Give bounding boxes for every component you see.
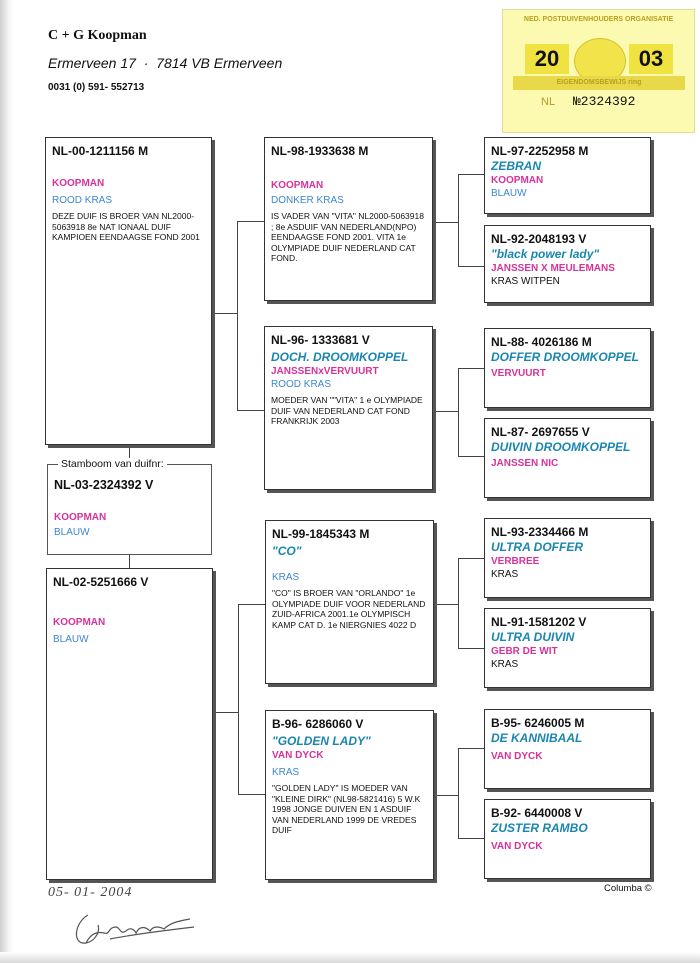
sire-sire-card[interactable]	[264, 137, 433, 301]
ddd-breeder: VAN DYCK	[491, 841, 543, 852]
address-street: Ermerveen 17	[48, 55, 136, 71]
subject-colour: BLAUW	[54, 527, 90, 538]
ssd-breeder: JANSSEN X MEULEMANS	[491, 263, 615, 274]
owner-phone: 0031 (0) 591- 552713	[48, 82, 145, 93]
dam-dam-alias: "GOLDEN LADY"	[272, 734, 371, 748]
dam-ring-number: NL-02-5251666 V	[53, 575, 149, 589]
ssd-ring-number: NL-92-2048193 V	[491, 232, 587, 246]
sss-alias: ZEBRAN	[491, 159, 541, 173]
sire-sire-colour: DONKER KRAS	[271, 195, 344, 206]
dss-ring-number: NL-93-2334466 M	[491, 525, 589, 539]
connector-line	[211, 313, 237, 314]
sds-card[interactable]	[484, 328, 651, 408]
connector-line	[458, 558, 459, 648]
sdd-alias: DUIVIN DROOMKOPPEL	[491, 440, 631, 454]
connector-line	[458, 174, 459, 266]
connector-line	[238, 604, 266, 605]
sss-ring-number: NL-97-2252958 M	[491, 144, 589, 158]
sds-ring-number: NL-88- 4026186 M	[491, 335, 592, 349]
dds-ring-number: B-95- 6246005 M	[491, 716, 585, 730]
connector-line	[238, 604, 239, 794]
dam-dam-note: "GOLDEN LADY" IS MOEDER VAN "KLEINE DIRK" (NL98-5821416) 5 W.K 1998 JONGE DUIVEN EN 1 ASDUIF VAN NEDERLAND 1999 DE VREDES DUIF	[272, 783, 421, 835]
dds-card[interactable]	[484, 709, 651, 789]
sire-note: DEZE DUIF IS BROER VAN NL2000-5063918 8e NAT IONAAL DUIF KAMPIOEN EENDAAGSE FOND 2001	[52, 211, 200, 242]
page-edge-shadow	[0, 0, 14, 963]
signature-icon	[70, 905, 200, 951]
connector-line	[458, 558, 484, 559]
sdd-breeder: JANSSEN NIC	[491, 458, 559, 469]
address-separator: ·	[143, 55, 149, 71]
connector-line	[432, 222, 458, 223]
connector-line	[458, 648, 484, 649]
ssd-card[interactable]	[484, 225, 651, 303]
dsd-alias: ULTRA DUIVIN	[491, 630, 575, 644]
connector-line	[129, 555, 130, 568]
ddd-ring-number: B-92- 6440008 V	[491, 806, 583, 820]
dds-alias: DE KANNIBAAL	[491, 731, 583, 745]
sdd-ring-number: NL-87- 2697655 V	[491, 425, 590, 439]
sire-dam-note: MOEDER VAN ""VITA" 1 e OLYMPIADE DUIF VAN NEDERLAND CAT FOND FRANKRIJK 2003	[271, 395, 423, 426]
connector-line	[212, 712, 238, 713]
connector-line	[458, 748, 459, 838]
sdd-card[interactable]	[484, 418, 651, 498]
sss-colour: BLAUW	[491, 188, 527, 199]
sire-colour: ROOD KRAS	[52, 195, 113, 206]
dam-dam-breeder: VAN DYCK	[272, 750, 324, 761]
ssd-alias: "black power lady"	[491, 247, 600, 261]
dam-dam-card[interactable]	[265, 710, 434, 880]
sire-dam-ring-number: NL-96- 1333681 V	[271, 333, 370, 347]
sire-sire-ring-number: NL-98-1933638 M	[271, 144, 369, 158]
dam-sire-card[interactable]	[265, 520, 434, 684]
connector-line	[238, 794, 266, 795]
sds-breeder: VERVUURT	[491, 368, 546, 379]
copyright: Columba ©	[604, 883, 652, 894]
sds-alias: DOFFER DROOMKOPPEL	[491, 350, 640, 364]
owner-address	[48, 55, 282, 71]
dam-sire-colour: KRAS	[272, 572, 300, 583]
page-bottom-shadow	[0, 952, 700, 963]
connector-line	[237, 221, 238, 411]
connector-line	[458, 368, 484, 369]
sticker-org: NED. POSTDUIVENHOUDERS ORGANISATIE	[523, 16, 674, 23]
dss-card[interactable]	[484, 518, 651, 598]
subject-card[interactable]	[54, 478, 153, 539]
dss-colour: KRAS	[491, 569, 519, 580]
connector-line	[237, 221, 265, 222]
handwritten-date: 05- 01- 2004	[48, 885, 133, 900]
dam-sire-note: "CO" IS BROER VAN "ORLANDO" 1e OLYMPIADE DUIF VOOR NEDERLAND ZUID-AFRICA 2001.1e OLYMPISCH KAMP CAT D. 1e NIERGNIES 4022 D	[272, 588, 426, 630]
sss-card[interactable]	[484, 137, 651, 214]
sticker-band-text: EIGENDOMSBEWIJS ring	[513, 76, 685, 90]
connector-line	[458, 838, 484, 839]
sire-sire-note: IS VADER VAN "VITA" NL2000-5063918 ; 8e ASDUIF VAN NEDERLAND(NPO) EENDAAGSE FOND 2001. VITA 1e OLYMPIADE DUIF NEDERLAND CAT FOND.	[271, 211, 424, 263]
connector-line	[433, 604, 458, 605]
dam-dam-colour: KRAS	[272, 767, 300, 778]
connector-line	[433, 795, 458, 796]
sticker-ring-number: №2324392	[573, 94, 636, 109]
dss-breeder: VERBREE	[491, 556, 540, 567]
dam-dam-ring-number: B-96- 6286060 V	[272, 717, 364, 731]
dds-breeder: VAN DYCK	[491, 751, 543, 762]
owner-name: C + G Koopman	[48, 28, 147, 43]
ssd-colour: KRAS WITPEN	[491, 276, 560, 287]
sire-ring-number: NL-00-1211156 M	[52, 144, 149, 158]
sticker-country: NL	[541, 96, 556, 108]
dsd-colour: KRAS	[491, 659, 519, 670]
sire-breeder: KOOPMAN	[52, 178, 105, 189]
connector-line	[458, 748, 484, 749]
ddd-alias: ZUSTER RAMBO	[491, 821, 588, 835]
connector-line	[432, 411, 458, 412]
address-city: 7814 VB Ermerveen	[156, 55, 283, 71]
dss-alias: ULTRA DOFFER	[491, 540, 583, 554]
dam-sire-ring-number: NL-99-1845343 M	[272, 527, 370, 541]
sire-dam-alias: DOCH. DROOMKOPPEL	[271, 350, 409, 364]
ownership-certificate-sticker	[502, 9, 695, 133]
sticker-year-right: 03	[629, 44, 673, 74]
sire-dam-breeder: JANSSENxVERVUURT	[271, 366, 379, 377]
connector-line	[458, 456, 484, 457]
sire-sire-breeder: KOOPMAN	[271, 180, 324, 191]
dsd-breeder: GEBR DE WIT	[491, 646, 558, 657]
sss-breeder: KOOPMAN	[491, 175, 544, 186]
sire-dam-card[interactable]	[264, 326, 433, 490]
dam-breeder: KOOPMAN	[53, 617, 106, 628]
subject-breeder: KOOPMAN	[54, 512, 107, 523]
dsd-ring-number: NL-91-1581202 V	[491, 615, 587, 629]
connector-line	[458, 174, 484, 175]
connector-line	[237, 410, 265, 411]
dam-colour: BLAUW	[53, 634, 89, 645]
sire-dam-colour: ROOD KRAS	[271, 379, 332, 390]
ddd-card[interactable]	[484, 799, 651, 879]
connector-line	[458, 266, 484, 267]
sire-card[interactable]	[45, 137, 212, 445]
subject-ring-number: NL-03-2324392 V	[54, 478, 154, 492]
dam-card[interactable]	[46, 568, 213, 880]
subject-legend: Stamboom van duifnr:	[58, 458, 167, 470]
sticker-year-left: 20	[525, 44, 569, 74]
dsd-card[interactable]	[484, 608, 651, 688]
dam-sire-alias: "CO"	[272, 544, 302, 558]
connector-line	[458, 368, 459, 456]
